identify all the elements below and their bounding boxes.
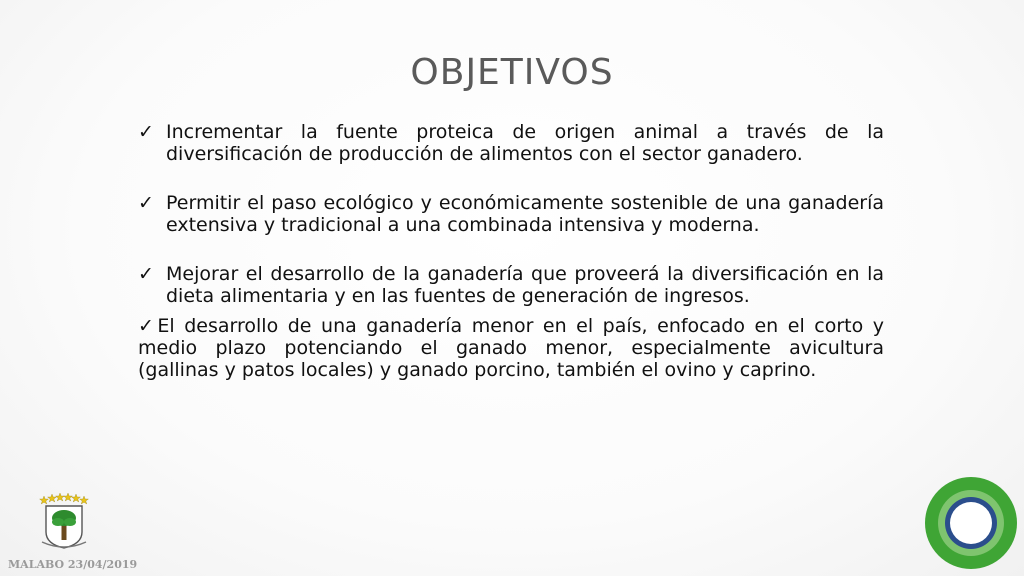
- checkmark-icon: ✓: [138, 121, 154, 143]
- green-ring-icon: [924, 476, 1018, 570]
- coat-of-arms-icon: [38, 492, 90, 552]
- list-item: [138, 315, 884, 381]
- list-item-text: Mejorar el desarrollo de la ganadería que proveerá la diversificación en la dieta alimentaria y en las fuentes de generación de ingresos.: [166, 263, 884, 307]
- list-item: [138, 121, 884, 165]
- list-item: [138, 263, 884, 307]
- list-item-text: Incrementar la fuente proteica de origen animal a través de la diversificación de producción de alimentos con el sector ganadero.: [166, 121, 884, 165]
- list-item-text: Permitir el paso ecológico y económicamente sostenible de una ganadería extensiva y tradicional a una combinada intensiva y moderna.: [166, 192, 884, 236]
- footer-date: MALABO 23/04/2019: [8, 558, 138, 571]
- objectives-list: [138, 121, 884, 381]
- slide-title: OBJETIVOS: [410, 52, 614, 93]
- checkmark-icon: ✓: [138, 263, 154, 285]
- checkmark-icon: ✓: [138, 315, 158, 337]
- list-item-text: El desarrollo de una ganadería menor en el país, enfocado en el corto y medio plazo potenciando el ganado menor, especialmente avicultura (gallinas y patos locales) y ganado porcino, también el ovino y caprino.: [138, 315, 884, 381]
- checkmark-icon: ✓: [138, 192, 154, 214]
- list-item: [138, 192, 884, 236]
